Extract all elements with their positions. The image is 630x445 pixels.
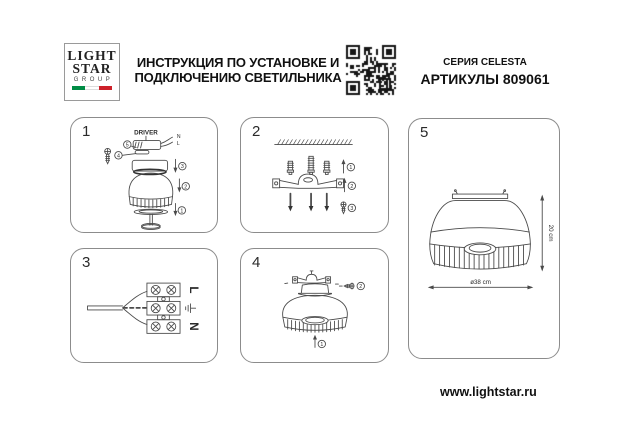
panel-number: 2	[252, 123, 261, 140]
supply-cable	[88, 306, 123, 310]
wire-bottom	[123, 308, 147, 325]
height-dim-label: 20 cm	[547, 224, 555, 242]
svg-text:2: 2	[359, 283, 363, 290]
panel-step-4	[240, 248, 389, 363]
logo-text: LIGHT	[67, 48, 117, 63]
lamp-dome	[129, 173, 173, 197]
panel-2-diagram	[241, 118, 388, 232]
wall-anchor	[324, 161, 330, 174]
step-1-badge	[178, 207, 185, 215]
panel-step-3	[70, 248, 218, 363]
svg-text:5: 5	[125, 142, 129, 149]
foot-disc	[142, 223, 161, 228]
wire-n	[161, 137, 173, 143]
logo-group-text: GROUP	[73, 77, 114, 83]
height-dimension	[541, 196, 554, 270]
step-1-badge	[318, 340, 325, 348]
ceiling-plate	[452, 190, 507, 199]
wall-anchor	[308, 156, 314, 174]
svg-text:1: 1	[320, 341, 324, 348]
terminal-label-neutral: N	[186, 322, 200, 331]
lamp-canopy	[298, 284, 331, 296]
ceiling-hatch	[278, 140, 352, 145]
panel-dimensions	[408, 118, 560, 359]
wire-n-label: N	[176, 134, 181, 141]
svg-text:2: 2	[184, 184, 188, 191]
website-url: www.lightstar.ru	[440, 385, 537, 399]
panel-number: 5	[420, 124, 429, 141]
series-block	[420, 57, 550, 87]
step-2-badge	[182, 183, 189, 191]
diameter-dimension	[429, 279, 532, 289]
step-2-badge	[357, 282, 364, 290]
panel-1-diagram	[71, 118, 217, 232]
lamp-dome	[430, 201, 531, 244]
step-1-badge	[347, 163, 354, 171]
title-line-1: ИНСТРУКЦИЯ ПО УСТАНОВКЕ И	[136, 55, 340, 70]
earth-symbol-icon	[186, 304, 196, 313]
panel-4-diagram	[241, 249, 388, 362]
panel-number: 4	[252, 254, 261, 271]
svg-text:3: 3	[180, 164, 184, 171]
screw-icon	[341, 202, 346, 214]
step-5-badge	[124, 141, 131, 149]
svg-text:1: 1	[180, 208, 184, 215]
panel-step-1	[70, 117, 218, 233]
wire-l-label: L	[176, 141, 180, 148]
driver-clamp	[135, 150, 149, 154]
wire-top	[123, 291, 147, 308]
diameter-dim-label: ø38 cm	[470, 278, 491, 286]
mounting-bracket	[293, 271, 331, 283]
panel-number: 1	[82, 123, 91, 140]
qr-code	[345, 44, 397, 96]
wall-anchor	[287, 161, 293, 174]
terminal-block	[147, 283, 180, 333]
panel-5-diagram	[409, 119, 559, 358]
logo-text: STAR	[72, 60, 112, 76]
step-2-badge	[348, 182, 355, 190]
driver-label: DRIVER	[134, 129, 158, 137]
title-line-2: ПОДКЛЮЧЕНИЮ СВЕТИЛЬНИКА	[134, 70, 342, 85]
step-3-badge	[179, 162, 186, 170]
svg-text:1: 1	[349, 165, 353, 172]
series-label: СЕРИЯ CELESTA	[443, 57, 527, 68]
terminal-label-live: L	[186, 286, 200, 294]
article-number: АРТИКУЛЫ 809061	[420, 71, 550, 87]
screw-icon	[344, 283, 354, 289]
panel-3-diagram	[71, 249, 217, 362]
screw-icon	[105, 148, 111, 163]
page-title	[122, 55, 354, 85]
italian-flag-icon	[72, 86, 112, 90]
panel-number: 3	[82, 254, 91, 271]
lamp-dome	[283, 295, 348, 317]
svg-text:4: 4	[116, 153, 120, 160]
svg-text:3: 3	[350, 205, 354, 212]
lightstar-logo	[64, 43, 120, 101]
svg-text:2: 2	[350, 183, 354, 190]
step-4-badge	[115, 152, 122, 160]
mounting-screws	[290, 194, 326, 207]
dome-seam	[431, 228, 530, 232]
mounting-bracket	[273, 174, 344, 188]
panel-step-2	[240, 117, 389, 233]
step-3-badge	[348, 204, 355, 212]
